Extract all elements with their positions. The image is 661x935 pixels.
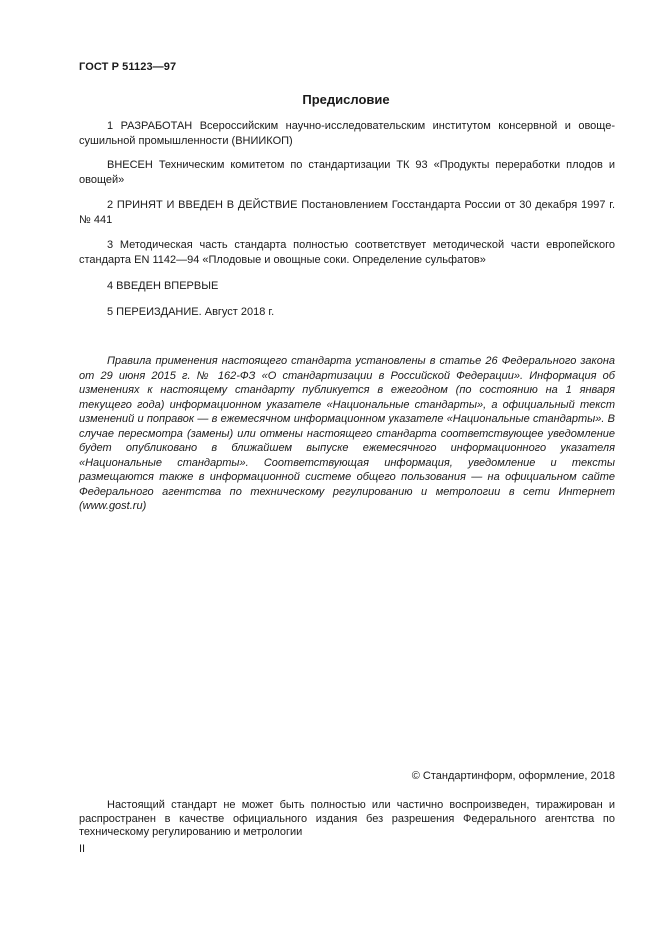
preface-item-reissue: 5 ПЕРЕИЗДАНИЕ. Август 2018 г. [107,306,275,318]
document-code: ГОСТ Р 51123—97 [79,61,177,73]
preface-item-introduced: ВНЕСЕН Техническим комитетом по стандартизации ТК 93 «Продукты переработки плодов и овощей» [79,159,615,186]
preface-title: Предисловие [302,92,390,107]
preface-item-adopted: 2 ПРИНЯТ И ВВЕДЕН В ДЕЙСТВИЕ Постановлением Госстандарта России от 30 декабря 1997 г. № 441 [79,199,615,226]
preface-item-methodology: 3 Методическая часть стандарта полностью соответствует методической части европейского стандарта EN 1142—94 «Плодовые и овощные соки. Определение сульфатов» [79,239,615,266]
preface-item-developed: 1 РАЗРАБОТАН Всероссийским научно-исследовательским институтом консервной и овоще-сушильной промышленности (ВНИИКОП) [79,120,615,147]
preface-item-first-introduced: 4 ВВЕДЕН ВПЕРВЫЕ [107,280,219,292]
copyright-line: © Стандартинформ, оформление, 2018 [411,770,615,782]
reproduction-notice: Настоящий стандарт не может быть полностью или частично воспроизведен, тиражирован и распространен в качестве официального издания без разрешения Федерального агентства по техническому регулированию и метрологии [79,799,615,838]
page-number: II [79,843,86,855]
application-rules-notice: Правила применения настоящего стандарта установлены в статье 26 Федерального закона от 29 июня 2015 г. № 162-ФЗ «О стандартизации в Российской Федерации». Информация об изменениях к настоящему стандарту публикуется в ежегодном (по состоянию на 1 января текущего года) информационном указателе «Национальные стандарты», а официальный текст изменений и поправок — в ежемесячном информационном указателе «Национальные стандарты». В случае пересмотра (замены) или отмены настоящего стандарта соответствующее уведомление будет опубликовано в ближайшем выпуске ежемесячного информационного указателя «Национальные стандарты». Соответствующая информация, уведомление и тексты размещаются также в информационной системе общего пользования — на официальном сайте Федерального агентства по техническому регулированию и метрологии в сети Интернет (www.gost.ru) [79,355,615,512]
